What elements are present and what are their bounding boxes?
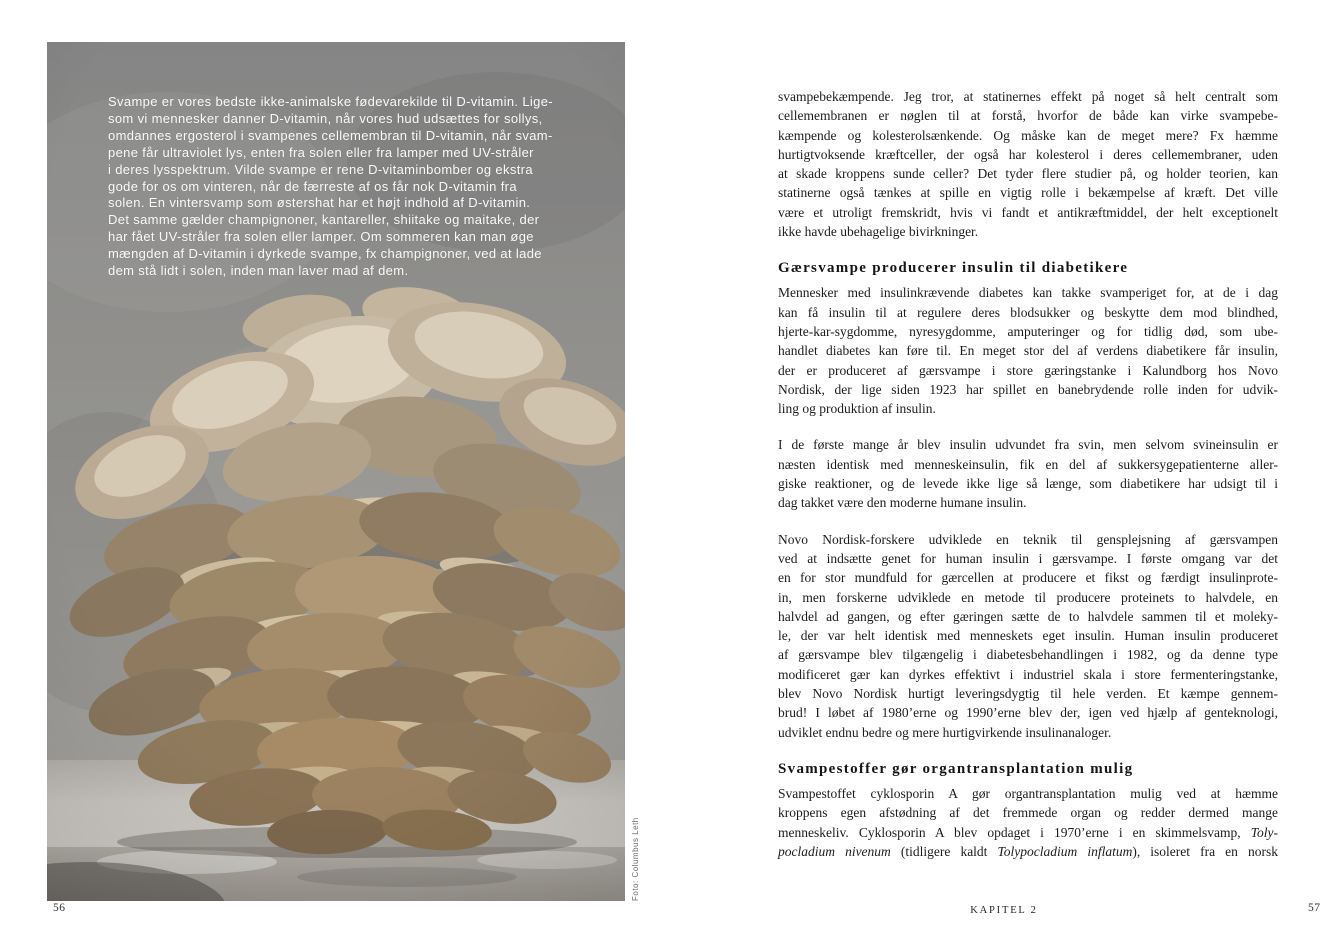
chapter-footer: KAPITEL 2: [970, 905, 1038, 916]
text-line: halvdel ad gangen, og efter gæringen sætte de to halvdele sammen til et moleky-: [778, 608, 1278, 624]
overlay-line: dem stå lidt i solen, inden man laver mad af dem.: [108, 263, 409, 279]
page-number-left: 56: [53, 902, 66, 914]
overlay-line: mængden af D-vitamin i dyrkede svampe, fx champignoner, ved at lade: [108, 246, 542, 262]
text-line: være et utroligt fremskridt, hvis vi fandt et antikræftmiddel, der helt exceptionelt: [778, 204, 1278, 220]
body-paragraph: [778, 784, 1278, 861]
text-line: blev Novo Nordisk hurtigt leveringsdygtig til hele verden. Et kæmpe gennem-: [778, 686, 1278, 702]
overlay-line: pene får ultraviolet lys, enten fra solen eller fra lamper med UV-stråler: [108, 144, 534, 160]
text-line: kan få insulin til at regulere deres blodsukker og beskytte dem mod blindhed,: [778, 304, 1278, 320]
text-line: hurtigtvoksende kræftceller, der også har kolesterol i deres cellemembraner, uden: [778, 146, 1278, 162]
text-line: Mennesker med insulinkrævende diabetes kan takke svamperiget for, at de i dag: [778, 285, 1278, 301]
section-heading: Svampestoffer gør organtransplantation mulig: [778, 760, 1134, 777]
text-line: Novo Nordisk-forskere udviklede en teknik til gensplejsning af gærsvampen: [778, 531, 1278, 547]
text-line: pocladium nivenum (tidligere kaldt Tolypocladium inflatum), isoleret fra en norsk: [778, 843, 1278, 859]
body-paragraph: [778, 530, 1278, 742]
page-number-right: 57: [1308, 902, 1321, 914]
mushroom-photo: [47, 42, 640, 901]
text-line: af gærsvampe blev tilgængelig i diabetesbehandlingen i 1982, og da denne type: [778, 647, 1278, 663]
text-line: udviklet endnu bedre og mere hurtigvirkende insulinanaloger.: [778, 724, 1112, 740]
text-line: kæmpende og kolesterolsænkende. Og måske kan de meget mere? Fx hæmme: [778, 127, 1278, 143]
overlay-line: omdannes ergosterol i svampenes cellemembran til D-vitamin, når svam-: [108, 127, 553, 143]
text-line: giske reaktioner, og de levede ikke lige så længe, som diabetikere har udsigt til i: [778, 476, 1278, 492]
overlay-line: Det samme gælder champignoner, kantareller, shiitake og maitake, der: [108, 212, 540, 228]
text-column: [778, 87, 1278, 878]
text-line: handlet diabetes kan føre til. En meget stor del af verdens diabetikere får insulin,: [778, 343, 1278, 359]
text-line: næsten identisk med menneskeinsulin, fik en del af sukkersygepatienterne aller-: [778, 456, 1278, 472]
overlay-line: har fået UV-stråler fra solen eller lamper. Om sommeren kan man øge: [108, 229, 534, 245]
text-line: statinerne også tænkes at spille en vigtig rolle i bekæmpelse af kræft. Det ville: [778, 185, 1278, 201]
text-line: brud! I løbet af 1980’erne og 1990’erne blev der, igen ved hjælp af genteknologi,: [778, 705, 1278, 721]
text-line: svampebekæmpende. Jeg tror, at statinernes effekt på noget så helt centralt som: [778, 89, 1278, 104]
text-line: le, der var helt identisk med menneskets eget insulin. Human insulin produceret: [778, 628, 1278, 644]
text-line: modificeret gær kan dyrkes effektivt i industriel skala i store fermenteringstanke,: [778, 666, 1278, 682]
overlay-line: gode for os om vinteren, når de færreste af os får nok D-vitamin fra: [108, 178, 517, 194]
text-line: ikke havde ubehagelige bivirkninger.: [778, 224, 979, 240]
overlay-line: i deres lysspektrum. Vilde svampe er rene D-vitaminbomber og ekstra: [108, 161, 533, 177]
overlay-line: som vi mennesker danner D-vitamin, når vores hud udsættes for sollys,: [108, 110, 543, 126]
text-line: menneskeliv. Cyklosporin A blev opdaget i 1970’erne i en skimmelsvamp, Toly-: [778, 824, 1278, 840]
text-line: dag takket være den moderne humane insulin.: [778, 495, 1027, 511]
text-line: der er produceret af gærsvampe i store gæringstanke i Kalundborg hos Novo: [778, 362, 1278, 378]
text-line: Nordisk, der lige siden 1923 har spillet en banebrydende rolle inden for udvik-: [778, 381, 1278, 397]
body-paragraph: [778, 283, 1278, 418]
section-heading: Gærsvampe producerer insulin til diabetikere: [778, 260, 1129, 277]
text-line: Svampestoffet cyklosporin A gør organtransplantation mulig ved at hæmme: [778, 785, 1278, 801]
text-line: I de første mange år blev insulin udvundet fra svin, men selvom svineinsulin er: [778, 437, 1278, 453]
text-line: ved at indsætte genet for human insulin i gærsvampe. I første omgang var det: [778, 550, 1278, 566]
body-paragraph: [778, 435, 1278, 512]
text-line: ling og produktion af insulin.: [778, 401, 936, 417]
overlay-line: Svampe er vores bedste ikke-animalske fødevarekilde til D-vitamin. Lige-: [108, 94, 553, 109]
text-line: kroppens egen afstødning af det fremmede organ og redder dermed mange: [778, 805, 1278, 821]
photo-credit: Foto: Columbus Leth: [631, 817, 640, 901]
text-line: hjerte-kar-sygdomme, nyresygdomme, amputeringer og for tidlig død, som ube-: [778, 323, 1278, 339]
text-line: at skade kroppens sunde celler? Det tyder flere studier på, og holder teorien, kan: [778, 166, 1278, 182]
text-line: in, men forskerne udviklede en metode til producere proteinets to halvdele, en: [778, 589, 1278, 605]
overlay-line: solen. En vintersvamp som østershat har et højt indhold af D-vitamin.: [108, 195, 531, 211]
photo-overlay-text: [108, 94, 578, 280]
text-line: cellemembranen er nøglen til at forstå, hvorfor de både kan virke svampebe-: [778, 108, 1278, 124]
text-line: en for stor mundfuld for gærcellen at producere et fikst og færdigt insulinprote-: [778, 570, 1278, 586]
body-paragraph: [778, 87, 1278, 241]
